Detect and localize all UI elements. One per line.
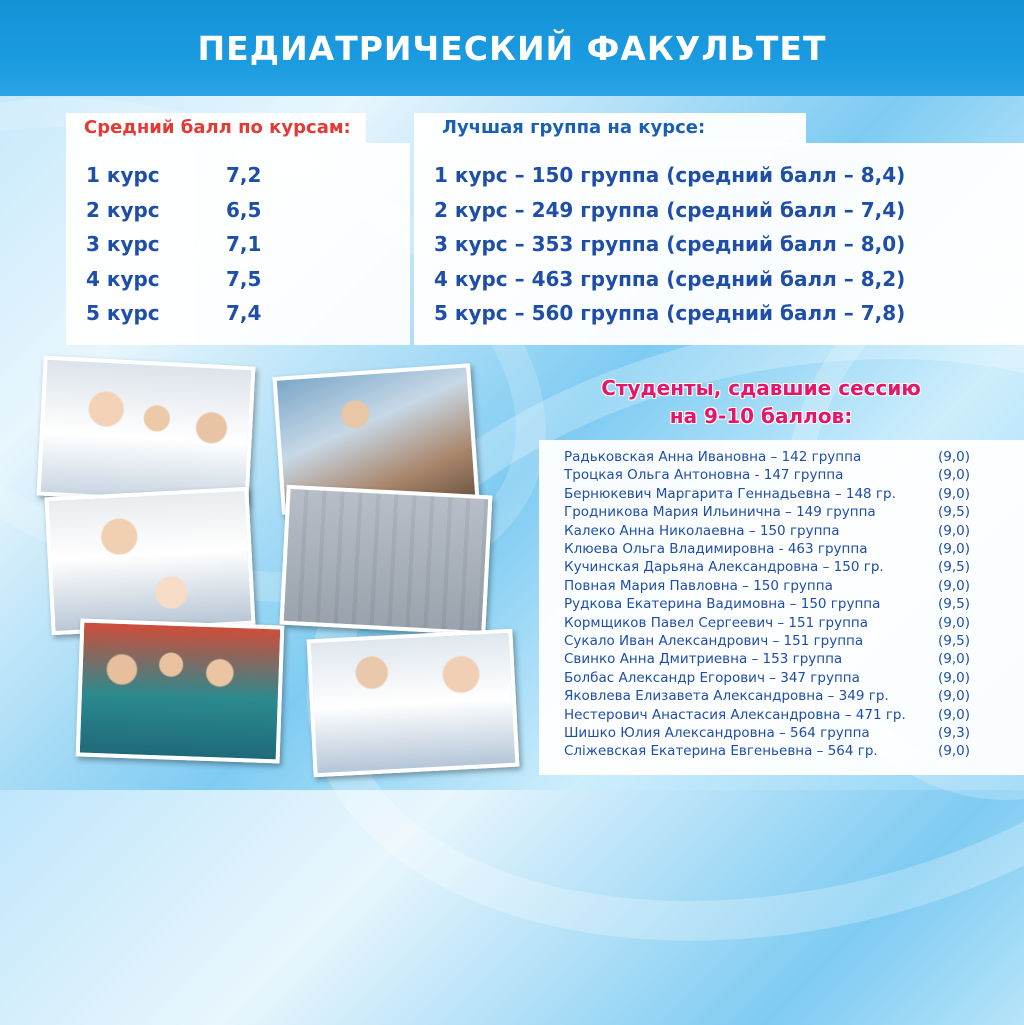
student-name: Гродникова Мария Ильинична – 149 группа: [564, 504, 876, 521]
student-row: [564, 633, 974, 651]
student-row: [564, 486, 974, 504]
student-score: (9,0): [937, 522, 970, 539]
student-name: Нестерович Анастасия Александровна – 471 гр.: [564, 706, 906, 723]
student-score: (9,0): [937, 688, 970, 705]
student-score: (9,0): [937, 669, 970, 686]
student-name: Бернюкевич Маргарита Геннадьевна – 148 гр.: [564, 485, 896, 502]
photo-students-group: [76, 618, 285, 763]
photo-student-with-infant: [45, 487, 256, 635]
course-score: 7,2: [226, 163, 262, 187]
student-name: Повная Мария Павловна – 150 группа: [564, 577, 833, 594]
student-row: [564, 559, 974, 577]
course-label: 1 курс: [86, 163, 160, 187]
students-title-line2: на 9-10 баллов:: [669, 404, 853, 428]
student-row: [564, 615, 974, 633]
course-label: 4 курс: [86, 267, 160, 291]
student-score: (9,5): [937, 559, 970, 576]
student-score: (9,0): [937, 467, 970, 484]
student-row: [564, 449, 974, 467]
student-row: [564, 707, 974, 725]
best-groups-title: Лучшая группа на курсе:: [442, 117, 706, 138]
course-label: 3 курс: [86, 232, 160, 256]
course-label: 2 курс: [86, 198, 160, 222]
header-banner: [0, 0, 1024, 96]
student-name: Клюева Ольга Владимировна - 463 группа: [564, 541, 868, 557]
student-row: [564, 541, 974, 559]
student-name: Калеко Анна Николаевна – 150 группа: [564, 522, 840, 539]
student-row: [564, 596, 974, 614]
student-name: Троцкая Ольга Антоновна - 147 группа: [564, 467, 844, 484]
student-row: [564, 670, 974, 688]
student-name: Сліжевская Екатерина Евгеньевна – 564 гр.: [564, 743, 878, 760]
student-row: [564, 578, 974, 596]
student-score: (9,5): [937, 633, 970, 649]
best-group-row: 4 курс – 463 группа (средний балл – 8,2): [434, 267, 906, 291]
student-name: Болбас Александр Егорович – 347 группа: [564, 669, 860, 686]
student-score: (9,3): [937, 725, 970, 741]
course-score: 7,4: [226, 301, 262, 325]
student-row: [564, 743, 974, 761]
student-score: (9,0): [937, 577, 970, 594]
best-group-row: 1 курс – 150 группа (средний балл – 8,4): [434, 163, 906, 187]
student-row: [564, 504, 974, 522]
photo-students-classroom: [36, 356, 255, 507]
student-row: [564, 725, 974, 743]
students-title-line1: Студенты, сдавшие сессию: [601, 376, 921, 400]
student-name: Кучинская Дарьяна Александровна – 150 гр.: [564, 559, 884, 576]
course-score: 7,1: [226, 232, 262, 256]
student-score: (9,0): [937, 651, 970, 668]
averages-title: Средний балл по курсам:: [84, 117, 351, 138]
course-score: 6,5: [226, 198, 262, 222]
student-row: [564, 651, 974, 669]
photo-nurses-with-babies: [307, 629, 520, 778]
student-score: (9,0): [937, 706, 970, 723]
student-score: (9,5): [937, 596, 970, 613]
student-score: (9,0): [937, 485, 970, 502]
student-name: Радьковская Анна Ивановна – 142 группа: [564, 449, 862, 465]
student-score: (9,0): [937, 449, 970, 465]
student-name: Шишко Юлия Александровна – 564 группа: [564, 725, 870, 741]
student-name: Рудкова Екатерина Вадимовна – 150 группа: [564, 596, 881, 613]
student-score: (9,5): [937, 504, 970, 521]
student-score: (9,0): [937, 614, 970, 631]
course-score: 7,5: [226, 267, 262, 291]
student-row: [564, 467, 974, 485]
student-row: [564, 523, 974, 541]
student-score: (9,0): [937, 743, 970, 760]
best-group-row: 2 курс – 249 группа (средний балл – 7,4): [434, 198, 906, 222]
students-title: [556, 374, 966, 430]
photo-group-portrait: [279, 485, 492, 636]
student-score: (9,0): [937, 541, 970, 557]
course-label: 5 курс: [86, 301, 160, 325]
student-name: Кормщиков Павел Сергеевич – 151 группа: [564, 614, 869, 631]
student-name: Сукало Иван Александрович – 151 группа: [564, 633, 864, 649]
student-name: Свинко Анна Дмитриевна – 153 группа: [564, 651, 843, 668]
best-group-row: 3 курс – 353 группа (средний балл – 8,0): [434, 232, 906, 256]
student-name: Яковлева Елизавета Александровна – 349 гр.: [564, 688, 889, 705]
best-group-row: 5 курс – 560 группа (средний балл – 7,8): [434, 301, 906, 325]
page-title: ПЕДИАТРИЧЕСКИЙ ФАКУЛЬТЕТ: [197, 28, 827, 68]
student-row: [564, 688, 974, 706]
